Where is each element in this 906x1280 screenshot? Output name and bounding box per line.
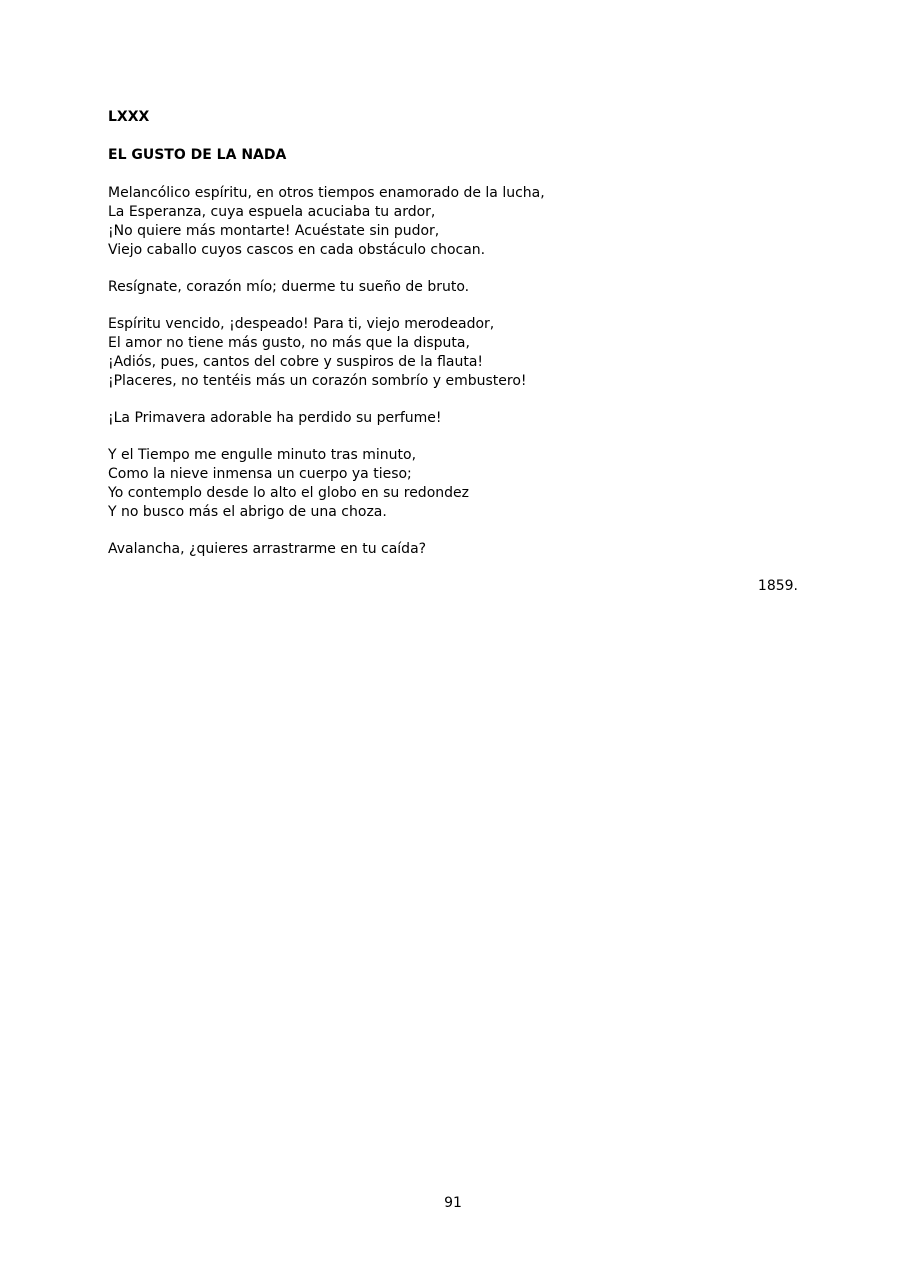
poem-line: ¡No quiere más montarte! Acuéstate sin pudor, [108,223,440,239]
poem-line: Como la nieve inmensa un cuerpo ya tieso; [108,466,412,482]
poem-line: El amor no tiene más gusto, no más que la disputa, [108,335,470,351]
stanza-6 [108,540,798,559]
poem-line: Viejo caballo cuyos cascos en cada obstáculo chocan. [108,242,486,258]
poem-line: Y el Tiempo me engulle minuto tras minuto, [108,447,417,463]
stanza-4 [108,409,798,428]
stanza-1 [108,184,798,260]
stanza-2 [108,278,798,297]
poem-number-heading: LXXX [108,109,150,125]
poem-line: Melancólico espíritu, en otros tiempos enamorado de la lucha, [108,185,545,201]
poem-line: Espíritu vencido, ¡despeado! Para ti, viejo merodeador, [108,316,495,332]
poem-line: Yo contemplo desde lo alto el globo en su redondez [108,485,469,501]
poem-line: ¡La Primavera adorable ha perdido su perfume! [108,410,442,426]
poem [108,108,798,596]
poem-line: ¡Placeres, no tentéis más un corazón sombrío y embustero! [108,373,527,389]
poem-line: ¡Adiós, pues, cantos del cobre y suspiros de la flauta! [108,354,484,370]
page-number: 91 [444,1195,462,1211]
stanza-5 [108,446,798,522]
stanza-3 [108,315,798,391]
poem-title: EL GUSTO DE LA NADA [108,147,287,163]
poem-line: Resígnate, corazón mío; duerme tu sueño de bruto. [108,279,470,295]
poem-line: Y no busco más el abrigo de una choza. [108,504,387,520]
poem-line: La Esperanza, cuya espuela acuciaba tu ardor, [108,204,436,220]
poem-line: Avalancha, ¿quieres arrastrarme en tu caída? [108,541,427,557]
poem-date: 1859. [757,578,798,594]
